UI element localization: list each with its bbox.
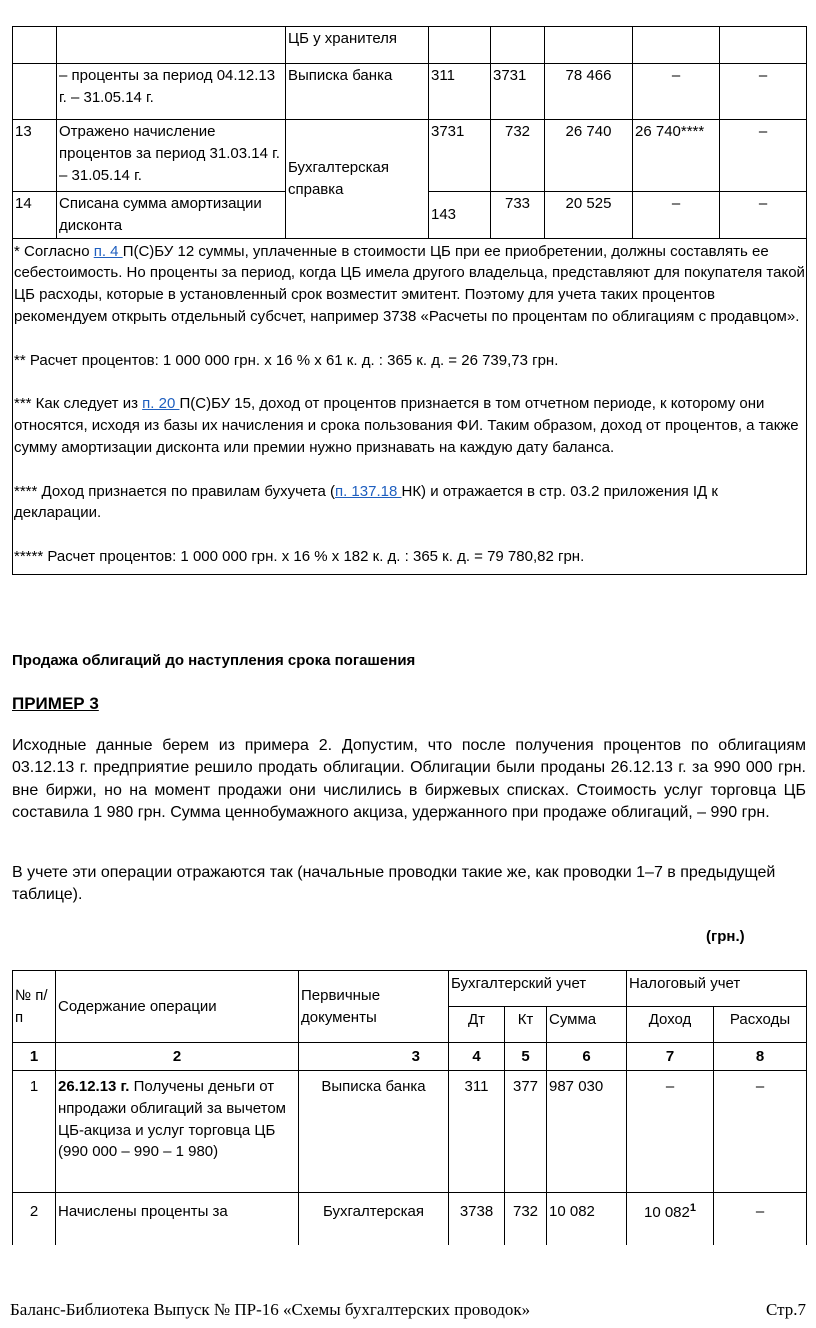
- col-number: 8: [714, 1043, 807, 1071]
- footnote-text: *** Как следует из: [14, 395, 143, 413]
- debit-cell: 143: [429, 192, 491, 239]
- header-tax: Налоговый учет: [627, 971, 807, 1007]
- footer-publication: Баланс-Библиотека Выпуск № ПР-16 «Схемы бухгалтерских проводок»: [10, 1300, 531, 1319]
- credit-cell: 377: [505, 1071, 547, 1193]
- footnotes: [13, 238, 807, 574]
- sum-cell: 10 082: [547, 1193, 627, 1245]
- doc-cell: Выписка банка: [286, 64, 429, 120]
- header-row: [13, 971, 807, 1007]
- debit-cell: 311: [449, 1071, 505, 1193]
- sum-cell: 987 030: [547, 1071, 627, 1193]
- col-number: 3: [299, 1043, 449, 1071]
- footnote-4: [14, 481, 805, 525]
- column-numbers-row: [13, 1043, 807, 1071]
- header-sum: Сумма: [547, 1007, 627, 1043]
- credit-cell: 733: [491, 192, 545, 239]
- link-p4[interactable]: п. 4: [93, 242, 123, 260]
- table-row: [13, 27, 807, 64]
- operation-text: – проценты за период 04.12.13 г. – 31.05.14 г.: [57, 64, 286, 120]
- table-row: [13, 64, 807, 120]
- footnote-5: ***** Расчет процентов: 1 000 000 грн. х 16 % х 182 к. д. : 365 к. д. = 79 780,82 грн.: [14, 548, 585, 565]
- credit-cell: 732: [491, 120, 545, 192]
- operation-text: Списана сумма амортизации дисконта: [57, 192, 286, 239]
- operation-text: Начислены проценты за: [56, 1193, 299, 1245]
- header-docs: Первичные документы: [299, 971, 449, 1043]
- section-title: Продажа облигаций до наступления срока погашения: [12, 652, 416, 669]
- income-value: 10 082: [643, 1204, 690, 1221]
- operation-text: [56, 1071, 299, 1193]
- example3-entries-table: [12, 970, 807, 1245]
- expense-cell: –: [720, 64, 807, 120]
- footnote-1: [14, 241, 805, 328]
- col-number: 1: [13, 1043, 56, 1071]
- link-p137-18[interactable]: п. 137.18: [334, 482, 402, 500]
- operation-desc: Получены деньги от нпродажи облигаций за вычетом ЦБ-акциза и услуг торговца ЦБ: [58, 1078, 286, 1139]
- doc-cell: Выписка банка: [299, 1071, 449, 1193]
- col-number: 7: [627, 1043, 714, 1071]
- income-cell: –: [633, 64, 720, 120]
- header-no: № п/п: [13, 971, 56, 1043]
- row-number: 13: [13, 120, 57, 192]
- footnote-text: НК) и отражается в стр. 03.2 приложения ІД к декларации.: [14, 482, 718, 522]
- col-number: 2: [56, 1043, 299, 1071]
- expense-cell: –: [720, 120, 807, 192]
- footnote-2: ** Расчет процентов: 1 000 000 грн. х 16 % х 61 к. д. : 365 к. д. = 26 739,73 грн.: [14, 351, 559, 369]
- doc-cell: ЦБ у хранителя: [286, 27, 429, 64]
- footnote-text: **** Доход признается по правилам бухучета (: [14, 482, 335, 500]
- footnote-text: П(С)БУ 15, доход от процентов признается в том отчетном периоде, к которому они относятся, исходя из базы их начисления и срока пользования ФИ. Таким образом, доход от процентов, а также сумму амортизации дисконта или премии нужно признавать на каждую дату баланса.: [14, 395, 799, 456]
- doc-cell: Бухгалтерская: [299, 1193, 449, 1245]
- header-content: Содержание операции: [56, 971, 299, 1043]
- expense-cell: –: [714, 1071, 807, 1193]
- header-dt: Дт: [449, 1007, 505, 1043]
- header-income: Доход: [627, 1007, 714, 1043]
- table-row: [13, 1071, 807, 1193]
- example-paragraph: Исходные данные берем из примера 2. Допустим, что после получения процентов по облигациям 03.12.13 г. предприятие решило продать облигации. Облигации были проданы 26.12.13 г. за 990 000 грн. вне биржи, но на момент продажи они числились в биржевых списках. Стоимость услуг торговца ЦБ составила 1 980 грн. Сумма ценнобумажного акциза, удержанного при продаже облигаций, – 990 грн.: [12, 737, 806, 822]
- footnote-text: П(С)БУ 12 суммы, уплаченные в стоимости ЦБ при ее приобретении, должны составлять ее себестоимость. Но проценты за период, когда ЦБ имела другого владельца, представляют для покупателя такой ЦБ расходы, которые в установленный срок возместит эмитент. Поэтому для учета таких процентов рекомендуем открыть отдельный субсчет, например 3738 «Расчеты по процентам по облигациям с продавцом».: [14, 242, 805, 325]
- sum-cell: 20 525: [545, 192, 633, 239]
- col-number: 4: [449, 1043, 505, 1071]
- debit-cell: 3731: [429, 120, 491, 192]
- income-footnote-mark: 1: [689, 1202, 696, 1214]
- income-cell: [627, 1193, 714, 1245]
- intro-paragraph: В учете эти операции отражаются так (начальные проводки такие же, как проводки 1–7 в предыдущей таблице).: [12, 864, 776, 904]
- credit-cell: 732: [505, 1193, 547, 1245]
- operation-text: Отражено начисление процентов за период 31.03.14 г. – 31.05.14 г.: [57, 120, 286, 192]
- table-row: [13, 120, 807, 192]
- row-number: 1: [13, 1071, 56, 1193]
- row-number: 2: [13, 1193, 56, 1245]
- operation-formula: (990 000 – 990 – 1 980): [58, 1143, 219, 1161]
- debit-cell: 3738: [449, 1193, 505, 1245]
- sum-cell: 26 740: [545, 120, 633, 192]
- debit-cell: 311: [429, 64, 491, 120]
- doc-text: Бухгалтерская справка: [288, 159, 389, 198]
- doc-cell: [286, 120, 429, 239]
- credit-cell: 3731: [491, 64, 545, 120]
- expense-cell: –: [720, 192, 807, 239]
- link-p20[interactable]: п. 20: [142, 395, 180, 413]
- top-entries-table: [12, 26, 807, 575]
- income-cell: –: [627, 1071, 714, 1193]
- header-kt: Кт: [505, 1007, 547, 1043]
- row-number: 14: [13, 192, 57, 239]
- page-number: Стр.7: [765, 1300, 806, 1319]
- col-number: 5: [505, 1043, 547, 1071]
- unit-label: (грн.): [706, 928, 745, 945]
- expense-cell: –: [714, 1193, 807, 1245]
- table-row: [13, 1193, 807, 1245]
- footnote-text: * Согласно: [14, 242, 94, 260]
- sum-cell: 78 466: [545, 64, 633, 120]
- header-expense: Расходы: [714, 1007, 807, 1043]
- footnote-3: [14, 393, 805, 458]
- notes-row: [13, 238, 807, 574]
- income-cell: 26 740****: [633, 120, 720, 192]
- col-number: 6: [547, 1043, 627, 1071]
- income-cell: –: [633, 192, 720, 239]
- operation-date: 26.12.13 г.: [58, 1078, 130, 1095]
- header-accounting: Бухгалтерский учет: [449, 971, 627, 1007]
- example-title: ПРИМЕР 3: [12, 694, 99, 713]
